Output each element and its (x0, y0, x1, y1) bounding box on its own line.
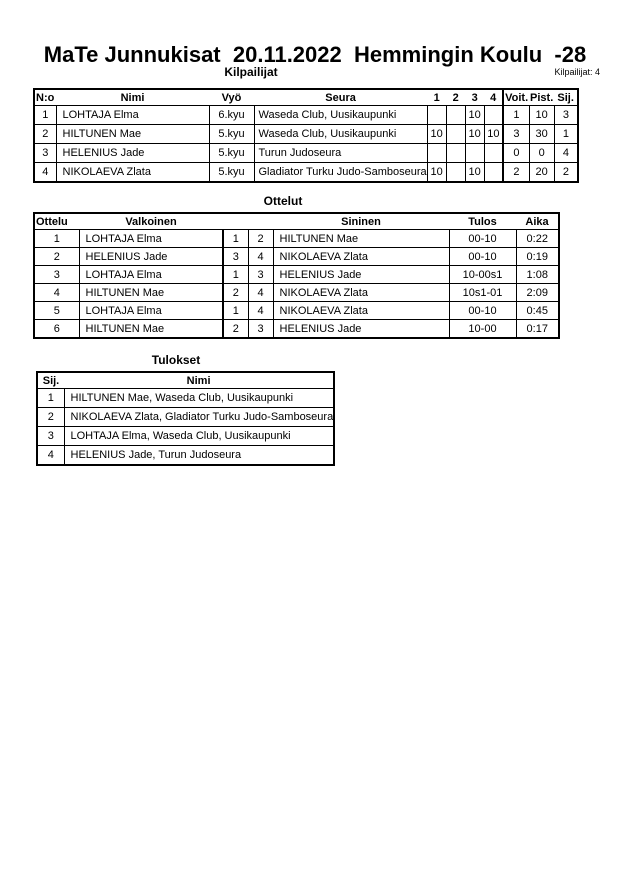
cell-tulos: 00-10 (449, 230, 516, 248)
cell-c3: 10 (465, 106, 484, 125)
column-header-valkoinen: Valkoinen (79, 213, 223, 230)
cell-valkoinen: LOHTAJA Elma (79, 302, 223, 320)
cell-c1 (427, 144, 446, 163)
table-row (34, 284, 559, 302)
table-row (37, 408, 334, 427)
cell-tulos: 10-00s1 (449, 266, 516, 284)
cell-no: 4 (34, 284, 79, 302)
tulokset-table-body (37, 389, 334, 466)
cell-valkoinen: LOHTAJA Elma (79, 266, 223, 284)
cell-bn: 3 (248, 320, 273, 339)
cell-bn: 4 (248, 302, 273, 320)
cell-voit: 3 (503, 125, 529, 144)
column-header-nimi: Nimi (56, 89, 209, 106)
cell-c3: 10 (465, 163, 484, 183)
cell-nimi: HILTUNEN Mae, Waseda Club, Uusikaupunki (64, 389, 334, 408)
column-header-seura: Seura (254, 89, 427, 106)
section-title-kilpailijat: Kilpailijat (224, 65, 278, 79)
cell-valkoinen: HELENIUS Jade (79, 248, 223, 266)
cell-sij: 3 (554, 106, 578, 125)
table-row (34, 320, 559, 339)
cell-c2 (446, 106, 465, 125)
cell-nimi: LOHTAJA Elma (56, 106, 209, 125)
cell-valkoinen: HILTUNEN Mae (79, 320, 223, 339)
cell-c4 (484, 106, 503, 125)
column-header-tulos: Tulos (449, 213, 516, 230)
cell-bn: 3 (248, 266, 273, 284)
cell-sij: 3 (37, 427, 64, 446)
cell-tulos: 10-00 (449, 320, 516, 339)
cell-c2 (446, 144, 465, 163)
cell-no: 2 (34, 125, 56, 144)
column-header-3: 3 (465, 89, 484, 106)
cell-sij: 2 (554, 163, 578, 183)
cell-sij: 2 (37, 408, 64, 427)
cell-bn: 2 (248, 230, 273, 248)
cell-c4: 10 (484, 125, 503, 144)
cell-seura: Waseda Club, Uusikaupunki (254, 106, 427, 125)
cell-c1: 10 (427, 163, 446, 183)
cell-c2 (446, 125, 465, 144)
cell-voit: 1 (503, 106, 529, 125)
cell-sininen: HELENIUS Jade (273, 320, 449, 339)
cell-c1: 10 (427, 125, 446, 144)
table-row (34, 125, 578, 144)
cell-no: 6 (34, 320, 79, 339)
cell-sininen: HILTUNEN Mae (273, 230, 449, 248)
ottelut-table-body (34, 230, 559, 339)
cell-no: 4 (34, 163, 56, 183)
column-header-blue-number (248, 213, 273, 230)
cell-nimi: HELENIUS Jade, Turun Judoseura (64, 446, 334, 466)
cell-c3 (465, 144, 484, 163)
cell-vyo: 5.kyu (209, 125, 254, 144)
cell-aika: 0:45 (516, 302, 559, 320)
table-row (37, 427, 334, 446)
cell-no: 1 (34, 106, 56, 125)
cell-nimi: HILTUNEN Mae (56, 125, 209, 144)
table-row (34, 163, 578, 183)
column-header-white-number (223, 213, 248, 230)
ottelut-header-row (34, 213, 559, 230)
cell-no: 2 (34, 248, 79, 266)
table-row (34, 302, 559, 320)
column-header-aika: Aika (516, 213, 559, 230)
cell-tulos: 00-10 (449, 248, 516, 266)
cell-sij: 1 (554, 125, 578, 144)
cell-valkoinen: LOHTAJA Elma (79, 230, 223, 248)
cell-voit: 0 (503, 144, 529, 163)
cell-wn: 2 (223, 320, 248, 339)
column-header-voit: Voit. (503, 89, 529, 106)
column-header-no: N:o (34, 89, 56, 106)
cell-pist: 0 (529, 144, 554, 163)
cell-wn: 1 (223, 230, 248, 248)
cell-seura: Turun Judoseura (254, 144, 427, 163)
kilpailijat-table (33, 88, 579, 183)
cell-sininen: HELENIUS Jade (273, 266, 449, 284)
column-header-2: 2 (446, 89, 465, 106)
cell-tulos: 00-10 (449, 302, 516, 320)
column-header-sij: Sij. (554, 89, 578, 106)
cell-nimi: NIKOLAEVA Zlata, Gladiator Turku Judo-Samboseura (64, 408, 334, 427)
kilpailijat-header-row (34, 89, 578, 106)
cell-c2 (446, 163, 465, 183)
ottelut-table (33, 212, 560, 339)
cell-no: 5 (34, 302, 79, 320)
cell-aika: 1:08 (516, 266, 559, 284)
table-row (34, 248, 559, 266)
table-row (34, 230, 559, 248)
cell-c4 (484, 163, 503, 183)
cell-vyo: 6.kyu (209, 106, 254, 125)
page-title: MaTe Junnukisat 20.11.2022 Hemmingin Koulu -28 (43, 42, 587, 67)
column-header-sij: Sij. (37, 372, 64, 389)
kilpailijat-table-body (34, 106, 578, 183)
cell-sij: 1 (37, 389, 64, 408)
cell-wn: 3 (223, 248, 248, 266)
cell-no: 1 (34, 230, 79, 248)
cell-sij: 4 (37, 446, 64, 466)
cell-nimi: LOHTAJA Elma, Waseda Club, Uusikaupunki (64, 427, 334, 446)
cell-seura: Waseda Club, Uusikaupunki (254, 125, 427, 144)
table-row (34, 106, 578, 125)
section-title-tulokset: Tulokset (151, 353, 201, 367)
section-title-ottelut: Ottelut (263, 194, 303, 208)
column-header-pist: Pist. (529, 89, 554, 106)
table-row (37, 389, 334, 408)
column-header-vyo: Vyö (209, 89, 254, 106)
cell-tulos: 10s1-01 (449, 284, 516, 302)
cell-voit: 2 (503, 163, 529, 183)
cell-aika: 0:17 (516, 320, 559, 339)
cell-aika: 0:22 (516, 230, 559, 248)
cell-c4 (484, 144, 503, 163)
cell-aika: 0:19 (516, 248, 559, 266)
table-row (34, 144, 578, 163)
column-header-1: 1 (427, 89, 446, 106)
cell-aika: 2:09 (516, 284, 559, 302)
cell-bn: 4 (248, 248, 273, 266)
cell-sininen: NIKOLAEVA Zlata (273, 248, 449, 266)
cell-sininen: NIKOLAEVA Zlata (273, 284, 449, 302)
cell-no: 3 (34, 144, 56, 163)
cell-nimi: HELENIUS Jade (56, 144, 209, 163)
column-header-ottelu: Ottelu (34, 213, 79, 230)
cell-c3: 10 (465, 125, 484, 144)
tulokset-header-row (37, 372, 334, 389)
cell-no: 3 (34, 266, 79, 284)
cell-pist: 30 (529, 125, 554, 144)
cell-wn: 2 (223, 284, 248, 302)
cell-wn: 1 (223, 302, 248, 320)
competitor-count: Kilpailijat: 4 (554, 67, 600, 77)
cell-sij: 4 (554, 144, 578, 163)
cell-c1 (427, 106, 446, 125)
cell-bn: 4 (248, 284, 273, 302)
cell-pist: 10 (529, 106, 554, 125)
cell-sininen: NIKOLAEVA Zlata (273, 302, 449, 320)
column-header-nimi: Nimi (64, 372, 334, 389)
cell-valkoinen: HILTUNEN Mae (79, 284, 223, 302)
cell-nimi: NIKOLAEVA Zlata (56, 163, 209, 183)
column-header-4: 4 (484, 89, 503, 106)
cell-wn: 1 (223, 266, 248, 284)
cell-seura: Gladiator Turku Judo-Samboseura (254, 163, 427, 183)
table-row (37, 446, 334, 466)
cell-vyo: 5.kyu (209, 144, 254, 163)
table-row (34, 266, 559, 284)
cell-pist: 20 (529, 163, 554, 183)
cell-vyo: 5.kyu (209, 163, 254, 183)
column-header-sininen: Sininen (273, 213, 449, 230)
tulokset-table (36, 371, 335, 466)
